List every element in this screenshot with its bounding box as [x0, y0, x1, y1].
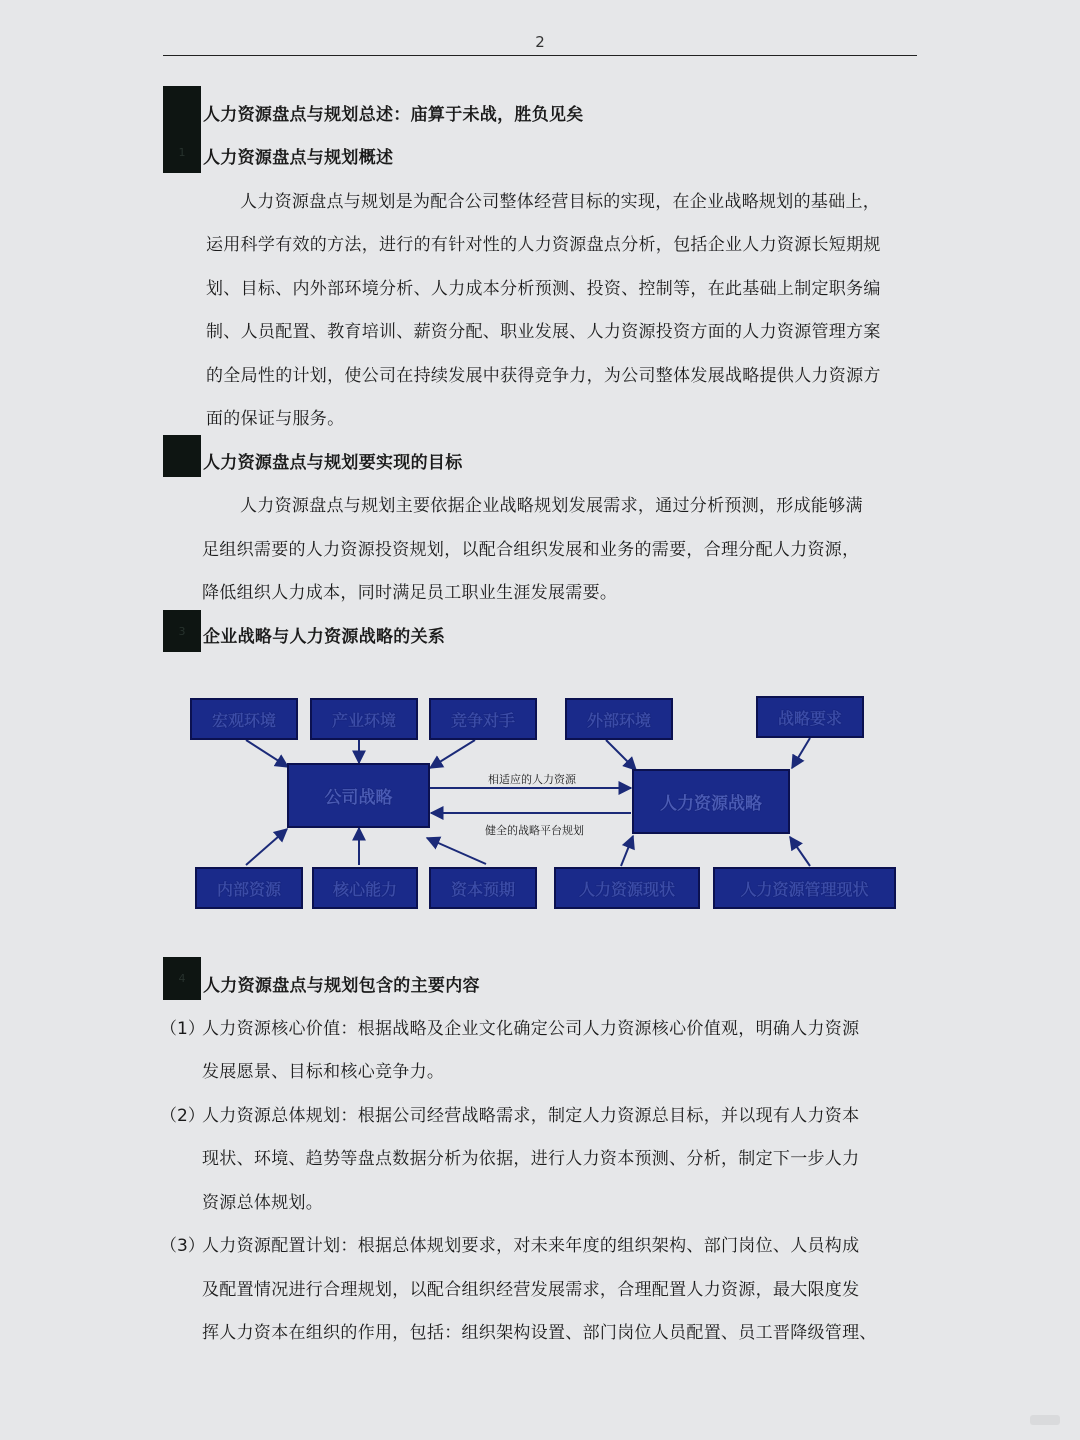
list-number: （1）	[160, 1019, 205, 1039]
box-industry-environment: 产业环境	[310, 698, 418, 740]
list-line: 挥人力资本在组织的作用，包括：组织架构设置、部门岗位人员配置、员工晋降级管理、	[202, 1323, 877, 1343]
box-hr-status: 人力资源现状	[554, 867, 700, 909]
list-number: （3）	[160, 1236, 205, 1256]
section-marker-1: 1	[163, 131, 201, 173]
paragraph-line: 运用科学有效的方法，进行的有针对性的人力资源盘点分析，包括企业人力资源长短期规	[206, 235, 881, 255]
list-number: （2）	[160, 1106, 205, 1126]
paragraph-line: 足组织需要的人力资源投资规划，以配合组织发展和业务的需要，合理分配人力资源，	[202, 540, 860, 560]
box-company-strategy: 公司战略	[287, 763, 430, 828]
box-strategic-requirements: 战略要求	[756, 696, 864, 738]
paragraph-line: 面的保证与服务。	[206, 409, 345, 429]
section-marker-3: 3	[163, 610, 201, 652]
arrow-external-to-hr	[606, 740, 636, 770]
section-heading-1: 人力资源盘点与规划概述	[203, 148, 394, 168]
box-macro-environment: 宏观环境	[190, 698, 298, 740]
label-strategic-platform: 健全的战略平台规划	[485, 824, 584, 837]
section-heading-2: 人力资源盘点与规划要实现的目标	[203, 453, 463, 473]
arrow-internal-to-company	[246, 829, 287, 865]
list-line: 人力资源配置计划：根据总体规划要求，对未来年度的组织架构、部门岗位、人员构成	[202, 1236, 860, 1256]
list-line: 现状、环境、趋势等盘点数据分析为依据，进行人力资本预测、分析，制定下一步人力	[202, 1149, 860, 1169]
box-hr-strategy: 人力资源战略	[632, 769, 790, 834]
list-line: 人力资源总体规划：根据公司经营战略需求，制定人力资源总目标，并以现有人力资本	[202, 1106, 860, 1126]
list-line: 资源总体规划。	[202, 1193, 324, 1213]
paragraph-line: 的全局性的计划，使公司在持续发展中获得竞争力，为公司整体发展战略提供人力资源方	[206, 366, 881, 386]
page-number: 2	[535, 33, 545, 51]
box-capital-expectation: 资本预期	[429, 867, 537, 909]
main-heading: 人力资源盘点与规划总述：庙算于未战，胜负见矣	[203, 105, 584, 125]
paragraph-line: 人力资源盘点与规划主要依据企业战略规划发展需求，通过分析预测，形成能够满	[240, 496, 863, 516]
paragraph-line: 降低组织人力成本，同时满足员工职业生涯发展需要。	[202, 583, 618, 603]
arrow-hrmgmt-to-hr	[790, 837, 810, 866]
paragraph-line: 划、目标、内外部环境分析、人力成本分析预测、投资、控制等，在此基础上制定职务编	[206, 279, 881, 299]
label-suitable-hr: 相适应的人力资源	[488, 773, 576, 786]
list-line: 人力资源核心价值：根据战略及企业文化确定公司人力资源核心价值观，明确人力资源	[202, 1019, 860, 1039]
arrow-capital-to-company	[427, 838, 486, 864]
list-line: 发展愿景、目标和核心竞争力。	[202, 1062, 445, 1082]
arrow-competitor-to-company	[430, 740, 475, 768]
section-marker-4: 4	[163, 957, 201, 1000]
paragraph-line: 人力资源盘点与规划是为配合公司整体经营目标的实现，在企业战略规划的基础上，	[240, 192, 881, 212]
arrow-macro-to-company	[246, 740, 288, 767]
arrow-hrstatus-to-hr	[621, 836, 633, 866]
section-heading-4: 人力资源盘点与规划包含的主要内容	[203, 976, 480, 996]
box-core-capability: 核心能力	[312, 867, 418, 909]
box-external-environment: 外部环境	[565, 698, 673, 740]
list-line: 及配置情况进行合理规划，以配合组织经营发展需求，合理配置人力资源，最大限度发	[202, 1280, 860, 1300]
watermark	[1030, 1415, 1060, 1425]
box-competitors: 竞争对手	[429, 698, 537, 740]
box-internal-resources: 内部资源	[195, 867, 303, 909]
paragraph-line: 制、人员配置、教育培训、薪资分配、职业发展、人力资源投资方面的人力资源管理方案	[206, 322, 881, 342]
section-heading-3: 企业战略与人力资源战略的关系	[203, 627, 446, 647]
arrow-requirement-to-hr	[792, 738, 810, 768]
box-hr-management-status: 人力资源管理现状	[713, 867, 896, 909]
